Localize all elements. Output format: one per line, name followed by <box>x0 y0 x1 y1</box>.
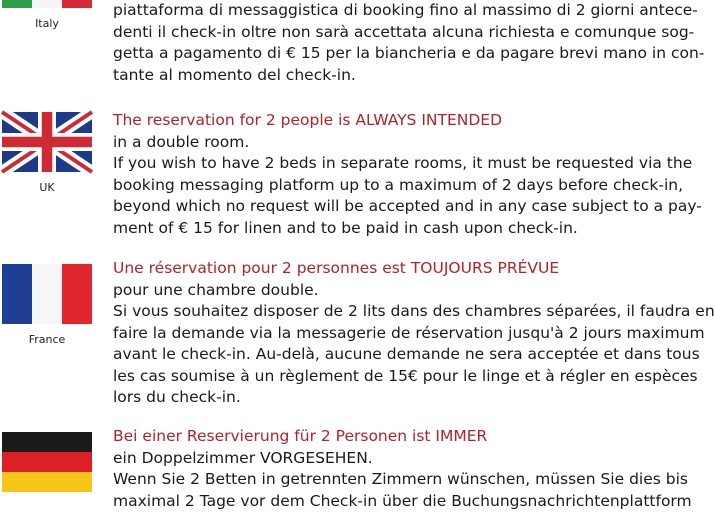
uk-line-5: ment of € 15 for linen and to be paid in cash upon check-in. <box>113 218 678 240</box>
uk-headline: The reservation for 2 people is ALWAYS INTENDED <box>113 110 678 132</box>
france-line-5: les cas soumise à un règlement de 15€ pour le linge et à régler en espèces <box>113 366 678 388</box>
france-flag-column <box>0 264 94 346</box>
italy-flag-icon <box>2 0 92 8</box>
france-flag-icon <box>2 264 92 324</box>
country-label-uk: UK <box>0 181 94 194</box>
italy-line-3: getta a pagamento di € 15 per la biancheria e da pagare brevi mano in con- <box>113 43 678 65</box>
uk-flag-column <box>0 112 94 194</box>
germany-line-2: Wenn Sie 2 Betten in getrennten Zimmern wünschen, müssen Sie dies bis <box>113 469 678 491</box>
france-line-4: avant le check-in. Au-delà, aucune demande ne sera acceptée et dans tous <box>113 344 678 366</box>
germany-line-3: maximal 2 Tage vor dem Check-in über die Buchungsnachrichtenplattform <box>113 491 678 512</box>
uk-line-4: beyond which no request will be accepted and in any case subject to a pay- <box>113 196 678 218</box>
italy-line-2: denti il check-in oltre non sarà accettata alcuna richiesta e comunque sog- <box>113 22 678 44</box>
uk-line-1: in a double room. <box>113 132 678 154</box>
france-line-1: pour une chambre double. <box>113 280 678 302</box>
france-text <box>113 258 678 409</box>
france-line-2: Si vous souhaitez disposer de 2 lits dans des chambres séparées, il faudra en <box>113 301 678 323</box>
germany-flag-icon <box>2 432 92 492</box>
italy-section <box>0 0 700 92</box>
italy-text <box>113 0 678 86</box>
uk-text <box>113 110 678 239</box>
uk-section <box>0 110 700 245</box>
country-label-france: France <box>0 333 94 346</box>
uk-flag-icon <box>2 112 92 172</box>
italy-flag-column <box>0 0 94 30</box>
germany-section <box>0 426 700 500</box>
germany-flag-column <box>0 432 94 492</box>
france-line-6: lors du check-in. <box>113 387 678 409</box>
uk-line-2: If you wish to have 2 beds in separate rooms, it must be requested via the <box>113 153 678 175</box>
italy-line-4: tante al momento del check-in. <box>113 65 678 87</box>
germany-text <box>113 426 678 512</box>
france-headline: Une réservation pour 2 personnes est TOUJOURS PRÉVUE <box>113 258 678 280</box>
italy-line-1: piattaforma di messaggistica di booking fino al massimo di 2 giorni antece- <box>113 0 678 22</box>
france-section <box>0 258 700 413</box>
uk-line-3: booking messaging platform up to a maximum of 2 days before check-in, <box>113 175 678 197</box>
germany-line-1: ein Doppelzimmer VORGESEHEN. <box>113 448 678 470</box>
germany-headline: Bei einer Reservierung für 2 Personen ist IMMER <box>113 426 678 448</box>
france-line-3: faire la demande via la messagerie de réservation jusqu'à 2 jours maximum <box>113 323 678 345</box>
country-label-italy: Italy <box>0 17 94 30</box>
